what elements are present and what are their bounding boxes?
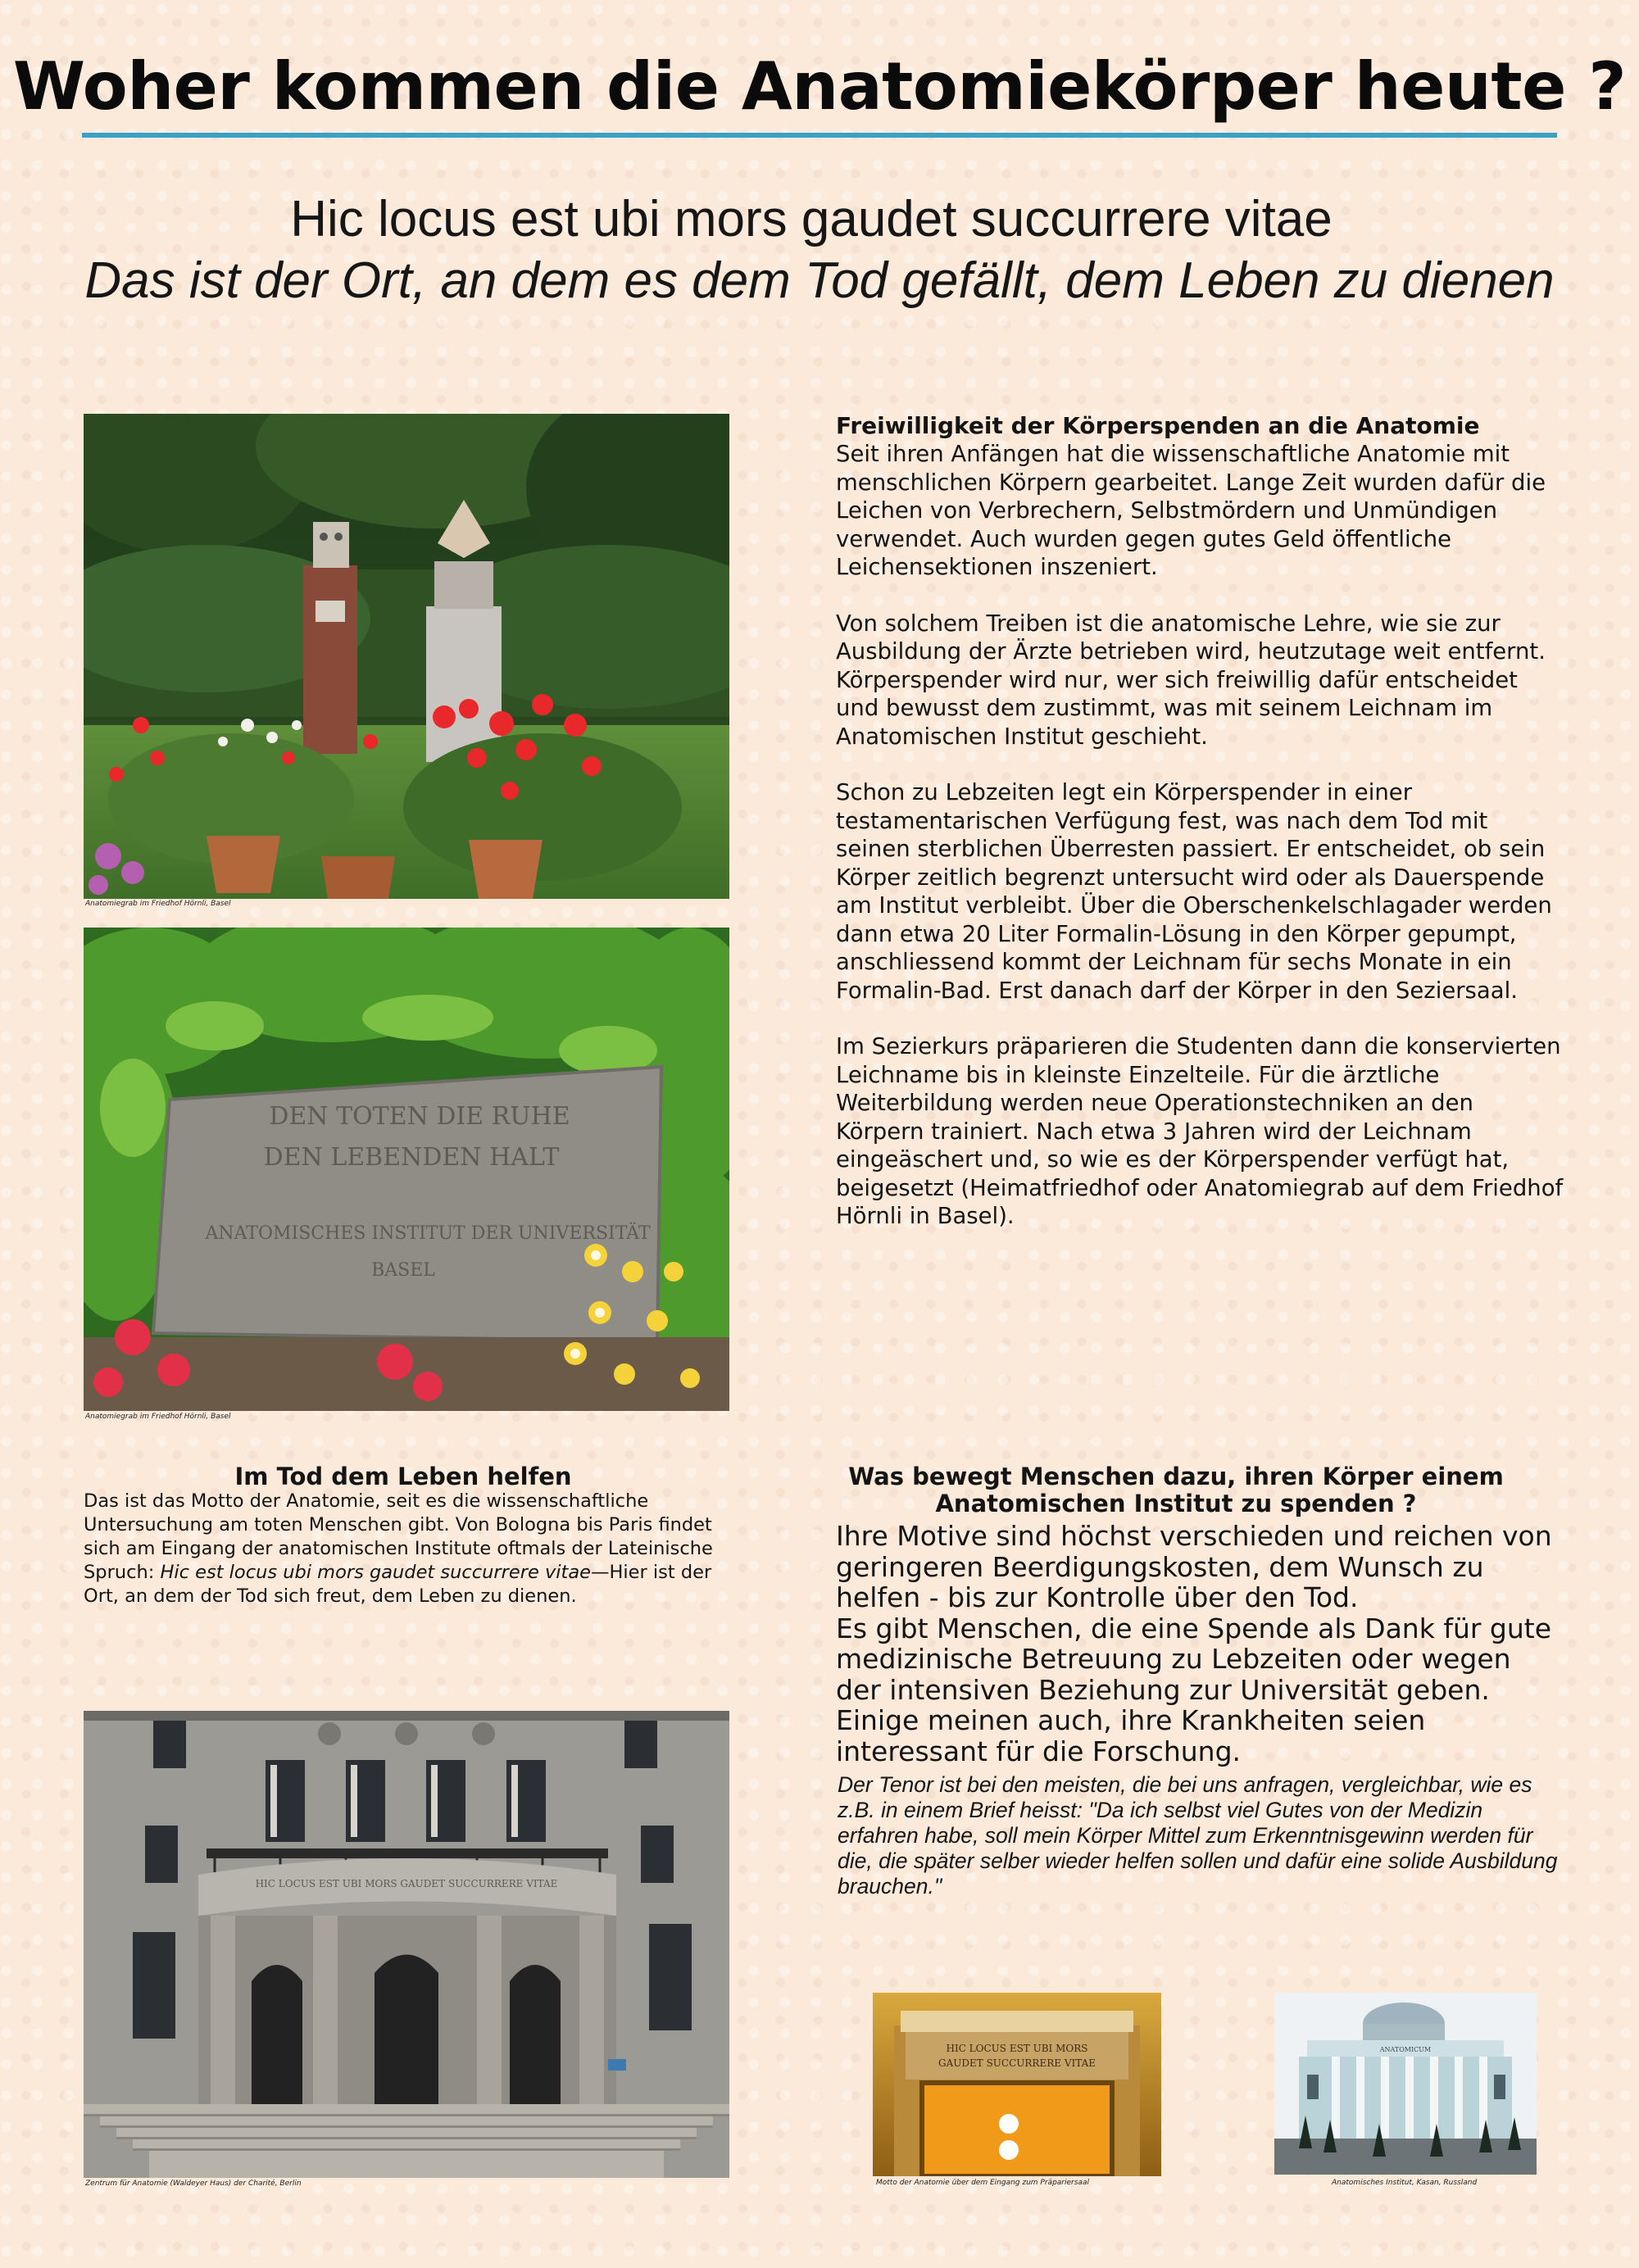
photo-anatomy-grave-sculptures <box>84 414 729 899</box>
help-life-text-start: Das ist das Motto der Anatomie, seit es die wissenschaftliche Untersuchung am toten Menschen gibt. Von Bologna bis Paris findet sich am Eingang der anatomischen Institute oftmals der Lateinische Spruch: <box>84 1490 713 1583</box>
title-divider <box>82 133 1557 138</box>
voluntariness-paragraph-4: Im Sezierkurs präparieren die Studenten dann die konservierten Leichname bis in kleinste Einzelteile. Für die ärztliche Weiterbildung werden neue Operationstechniken an den Körpern trainiert. Nach etwa 3 Jahren wird der Leichnam eingeäschert und, so wie es der Körperspender verfügt hat, beigesetzt (Heimatfriedhof oder Anatomiegrab auf dem Friedhof Hörnli in Basel). <box>836 1033 1564 1229</box>
voluntariness-section <box>836 412 1565 1259</box>
motto-german: Das ist der Ort, an dem es dem Tod gefällt, dem Leben zu dienen <box>84 252 1555 309</box>
help-life-text-latin: Hic est locus ubi mors gaudet succurrere vitae <box>160 1562 591 1583</box>
motives-paragraph-2: Es gibt Menschen, die eine Spende als Dank für gute medizinische Betreuung zu Lebzeiten oder wegen der intensiven Beziehung zur Universität geben. Einige meinen auch, ihre Krankheiten seien interessant für die Forschung. <box>836 1612 1552 1767</box>
photo-kazan-anatomy-institute <box>1274 1993 1537 2175</box>
kazan-inscription: ANATOMICUM <box>1379 2046 1432 2053</box>
stone-inscription-line-3: ANATOMISCHES INSTITUT DER UNIVERSITÄT <box>205 1223 651 1244</box>
voluntariness-paragraph-3: Schon zu Lebzeiten legt ein Körperspender in einer testamentarischen Verfügung fest, was nach dem Tod mit seinen sterblichen Überresten passiert. Er entscheidet, ob sein Körper zeitlich begrenzt untersucht wird oder als Dauerspende am Institut verbleibt. Über die Oberschenkelschlagader werden dann etwa 20 Liter Formalin-Lösung in den Körper gepumpt, anschliessend kommt der Leichnam für sechs Monate in ein Formalin-Bad. Erst danach darf der Körper in den Seziersaal. <box>836 779 1552 1004</box>
motives-text <box>836 1521 1557 1767</box>
door-inscription-line-2: GAUDET SUCCURRERE VITAE <box>938 2057 1096 2069</box>
help-life-heading: Im Tod dem Leben helfen <box>234 1463 572 1490</box>
motto-latin: Hic locus est ubi mors gaudet succurrere vitae <box>290 191 1333 247</box>
stone-inscription-line-2: DEN LEBENDEN HALT <box>263 1143 560 1172</box>
caption-kazan: Anatomisches Institut, Kasan, Russland <box>1332 2179 1478 2187</box>
photo-anatomy-motto-doorway <box>873 1993 1161 2176</box>
motives-quote: Der Tenor ist bei den meisten, die bei uns anfragen, vergleichbar, wie es z.B. in einem Brief heisst: "Da ich selbst viel Gutes von der Medizin erfahren habe, soll mein Körper Mittel zum Erkenntnisgewinn werden für die, die später selber wieder helfen sollen und dafür eine solide Ausbildung brauchen." <box>838 1772 1558 1898</box>
caption-grave-1: Anatomiegrab im Friedhof Hörnli, Basel <box>85 900 231 908</box>
motives-paragraph-1: Ihre Motive sind höchst verschieden und reichen von geringeren Beerdigungskosten, dem Wunsch zu helfen - bis zur Kontrolle über den Tod. <box>836 1520 1552 1613</box>
photo-berlin-anatomy-building <box>84 1711 729 2178</box>
stone-inscription-line-4: BASEL <box>371 1260 435 1281</box>
motives-heading: Was bewegt Menschen dazu, ihren Körper einem Anatomischen Institut zu spenden ? <box>848 1463 1504 1517</box>
photo-anatomy-grave-stone <box>84 928 729 1411</box>
stone-inscription-line-1: DEN TOTEN DIE RUHE <box>269 1102 570 1131</box>
caption-berlin: Zentrum für Anatomie (Waldeyer Haus) der Charité, Berlin <box>85 2180 302 2188</box>
help-life-text <box>84 1490 739 1608</box>
help-life-text-end: —Hier ist der Ort, an dem der Tod sich freut, dem Leben zu dienen. <box>84 1562 712 1607</box>
door-inscription-line-1: HIC LOCUS EST UBI MORS <box>946 2043 1088 2054</box>
voluntariness-heading: Freiwilligkeit der Körperspenden an die Anatomie <box>836 412 1480 439</box>
voluntariness-paragraph-2: Von solchem Treiben ist die anatomische Lehre, wie sie zur Ausbildung der Ärzte betrieben wird, heutzutage weit entfernt. Körperspender wird nur, wer sich freiwillig dafür entscheidet und bewusst dem zustimmt, was mit seinem Leichnam im Anatomischen Institut geschieht. <box>836 610 1546 750</box>
page-title: Woher kommen die Anatomiekörper heute ? <box>12 48 1627 125</box>
caption-motto-doorway: Motto der Anatomie über dem Eingang zum Präpariersaal <box>876 2179 1089 2187</box>
voluntariness-paragraph-1: Seit ihren Anfängen hat die wissenschaftliche Anatomie mit menschlichen Körpern gearbeitet. Lange Zeit wurden dafür die Leichen von Verbrechern, Selbstmördern und Unmündigen verwendet. Auch wurden gegen gutes Geld öffentliche Leichensektionen inszeniert. <box>836 441 1546 580</box>
building-inscription: HIC LOCUS EST UBI MORS GAUDET SUCCURRERE VITAE <box>255 1878 558 1889</box>
caption-grave-2: Anatomiegrab im Friedhof Hörnli, Basel <box>85 1413 231 1421</box>
